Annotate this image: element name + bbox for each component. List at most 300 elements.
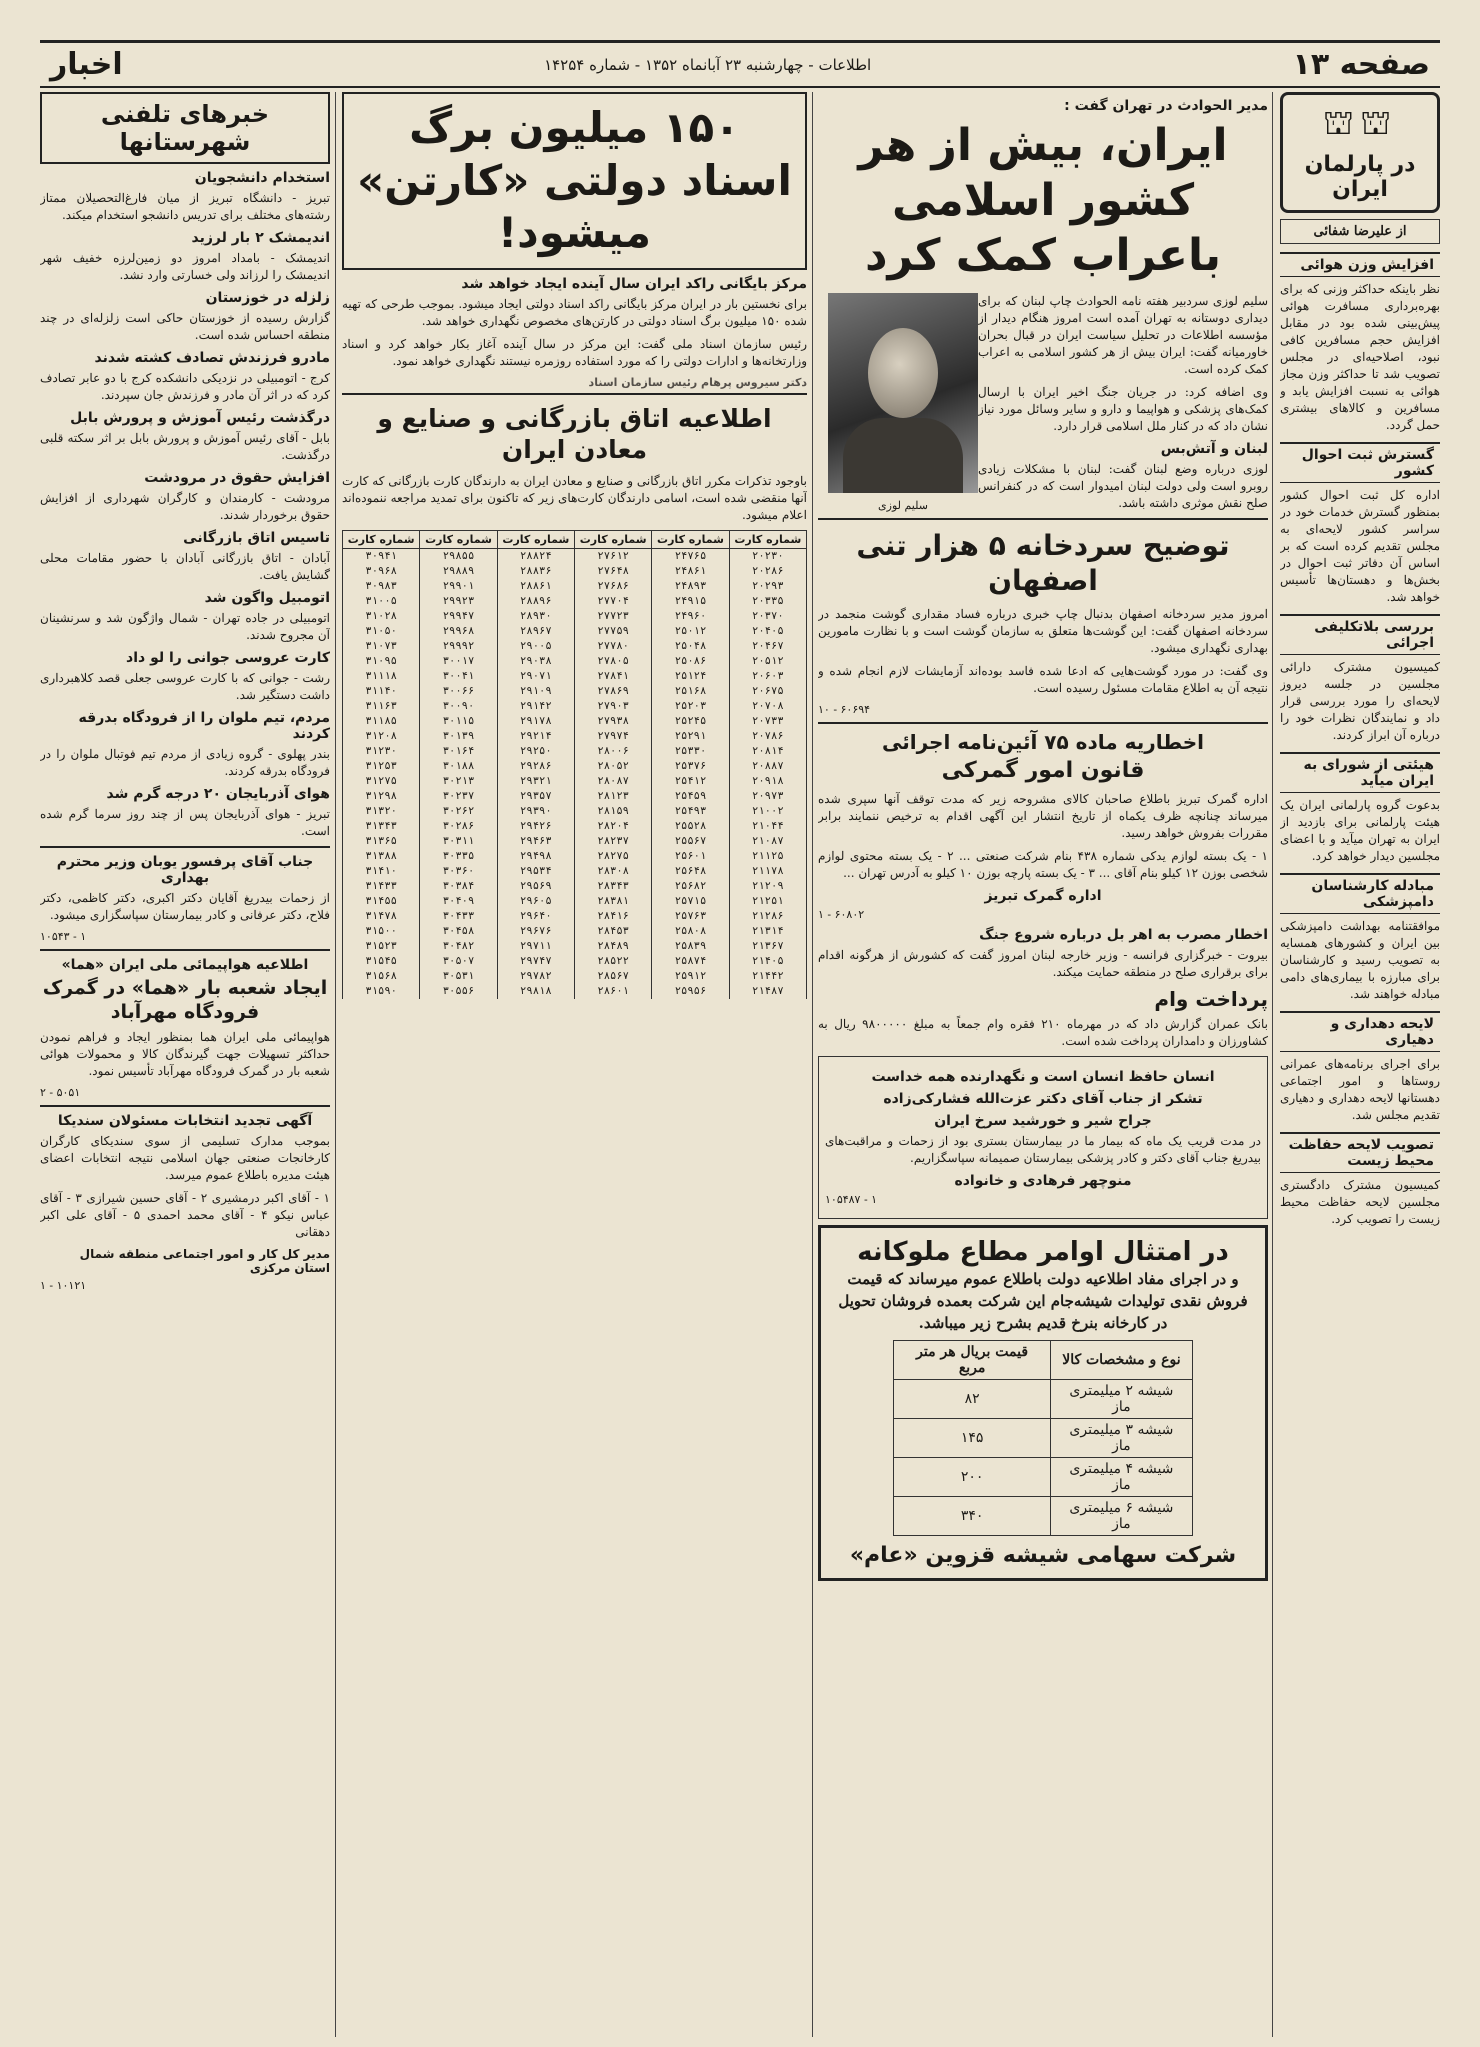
card-number-cell: ۲۵۳۷۶ bbox=[652, 759, 729, 774]
card-number-cell: ۲۵۵۶۷ bbox=[652, 834, 729, 849]
notice-body: از زحمات بیدریغ آقایان دکتر اکبری، دکتر کاظمی، دکتر فلاح، دکتر عرفانی و کادر بیمارستان سپاسگزاری میشود. bbox=[40, 891, 330, 922]
table-row bbox=[343, 894, 807, 909]
article-headline: تصویب لایحه حفاظت محیط زیست bbox=[1280, 1132, 1440, 1173]
card-number-cell: ۲۷۷۸۰ bbox=[575, 639, 652, 654]
card-number-cell: ۳۰۵۰۷ bbox=[420, 954, 497, 969]
ad-code: ۱ - ۱۰۱۲۱ bbox=[40, 1278, 87, 1292]
article-headline: اتومبیل واگون شد bbox=[204, 590, 330, 606]
notice-subtitle: جراح شیر و خورشید سرخ ایران bbox=[934, 1112, 1152, 1129]
card-number-cell: ۲۵۰۴۸ bbox=[652, 639, 729, 654]
signature: اداره گمرک تبریز bbox=[984, 887, 1102, 904]
article-headline: هیئتی از شورای به ایران میآید bbox=[1280, 752, 1440, 793]
table-row bbox=[343, 984, 807, 999]
notice-title: اطلاعیه هواپیمائی ملی ایران «هما» bbox=[61, 957, 309, 973]
card-number-cell: ۳۱۴۳۳ bbox=[343, 879, 420, 894]
card-number-cell: ۲۷۷۲۳ bbox=[575, 609, 652, 624]
card-number-cell: ۲۱۲۵۱ bbox=[729, 894, 806, 909]
table-row bbox=[343, 624, 807, 639]
article-body: اداره کل ثبت احوال کشور بمنظور گسترش خدمات خود در سراسر کشور لایحه‌ای به مجلس تقدیم کرده است که بر اساس آن دفاتر ثبت احوال در بخش‌ها و دهستان‌ها تأسیس خواهد شد. bbox=[1280, 488, 1440, 604]
card-number-cell: ۲۹۵۳۴ bbox=[497, 864, 574, 879]
lead-headline: ایران، بیش از هر کشور اسلامی باعراب کمک کرد bbox=[858, 120, 1228, 281]
card-column-header: شماره کارت bbox=[343, 531, 420, 549]
table-row bbox=[343, 744, 807, 759]
company-name: شرکت سهامی شیشه قزوین «عام» bbox=[849, 1543, 1237, 1568]
notice-body: باوجود تذکرات مکرر اتاق بازرگانی و صنایع و معادن ایران به دارندگان کارت بازرگانی که کارت آنها منقضی شده است، اسامی دارندگان کارت‌های زیر که تاکنون برای تمدید مراجعه ننموده‌اند اعلام میشود. bbox=[342, 474, 807, 522]
card-number-cell: ۳۰۰۹۰ bbox=[420, 699, 497, 714]
article-headline: افزایش حقوق در مرودشت bbox=[144, 470, 330, 486]
table-row bbox=[343, 549, 807, 565]
table-row bbox=[343, 729, 807, 744]
card-number-cell: ۲۵۶۸۲ bbox=[652, 879, 729, 894]
card-number-cell: ۲۱۳۱۴ bbox=[729, 924, 806, 939]
portrait-photo bbox=[828, 293, 978, 493]
card-column-header: شماره کارت bbox=[420, 531, 497, 549]
card-number-cell: ۲۵۵۲۸ bbox=[652, 819, 729, 834]
card-number-cell: ۲۰۶۰۳ bbox=[729, 669, 806, 684]
table-row bbox=[343, 849, 807, 864]
headline: توضیح سردخانه ۵ هزار تنی اصفهان bbox=[856, 529, 1230, 597]
card-number-cell: ۲۵۹۱۲ bbox=[652, 969, 729, 984]
card-number-cell: ۲۹۷۱۱ bbox=[497, 939, 574, 954]
card-number-cell: ۲۵۴۹۳ bbox=[652, 804, 729, 819]
card-number-cell: ۲۹۹۲۳ bbox=[420, 594, 497, 609]
product-name: شیشه ۴ میلیمتری ماز bbox=[1051, 1458, 1193, 1497]
card-number-cell: ۳۰۳۱۱ bbox=[420, 834, 497, 849]
card-number-cell: ۳۱۳۲۰ bbox=[343, 804, 420, 819]
article-headline: اندیمشک ۲ بار لرزید bbox=[191, 230, 330, 246]
card-number-cell: ۳۰۳۶۰ bbox=[420, 864, 497, 879]
card-number-cell: ۲۱۰۸۷ bbox=[729, 834, 806, 849]
card-number-cell: ۲۰۸۸۷ bbox=[729, 759, 806, 774]
card-number-cell: ۳۰۹۸۳ bbox=[343, 579, 420, 594]
card-number-cell: ۳۰۹۴۱ bbox=[343, 549, 420, 565]
card-number-cell: ۲۹۳۲۱ bbox=[497, 774, 574, 789]
subheading: اخطار مصرب به اهر بل درباره شروع جنگ bbox=[979, 926, 1268, 943]
table-row bbox=[343, 939, 807, 954]
card-number-cell: ۲۷۶۴۸ bbox=[575, 564, 652, 579]
card-number-cell: ۲۹۲۱۴ bbox=[497, 729, 574, 744]
card-number-cell: ۳۰۴۸۲ bbox=[420, 939, 497, 954]
card-number-cell: ۳۱۱۴۰ bbox=[343, 684, 420, 699]
card-number-cell: ۲۱۴۴۲ bbox=[729, 969, 806, 984]
notice-title: آگهی تجدید انتخابات مسئولان سندیکا bbox=[57, 1112, 313, 1129]
card-number-cell: ۳۱۲۰۸ bbox=[343, 729, 420, 744]
headline: اخطاریه ماده ۷۵ آئین‌نامه اجرائی bbox=[881, 730, 1205, 754]
notice-body: هواپیمائی ملی ایران هما بمنظور ایجاد و فراهم نمودن حداکثر تسهیلات جهت گیرندگان کالا و محمولات هوائی شعبه بار در گمرک فرودگاه مهرآباد تأسیس نمود. bbox=[40, 1029, 330, 1078]
card-number-cell: ۲۰۵۱۲ bbox=[729, 654, 806, 669]
article-body: نظر باینکه حداکثر وزنی که برای بهره‌برداری مسافرت هوائی پیش‌بینی شده بود در مقابل افزایش حجم مسافرین کافی نبود، اصلاحیه‌ای در مجلس تصویب شد تا حداکثر وزن مجاز هوائی به نسبت افزایش یابد و مسافرین و کالاهای بیشتری حمل گردد. bbox=[1280, 282, 1440, 432]
card-number-cell: ۳۰۰۶۶ bbox=[420, 684, 497, 699]
article-headline: درگذشت رئیس آموزش و پرورش بابل bbox=[70, 410, 330, 426]
article-body: بیروت - خبرگزاری فرانسه - وزیر خارجه لبنان امروز گفت که کشورش از هرگونه اقدام برای برقراری صلح در منطقه حمایت میکند. bbox=[818, 947, 1268, 979]
table-row bbox=[343, 954, 807, 969]
card-number-cell: ۲۵۳۳۰ bbox=[652, 744, 729, 759]
card-number-cell: ۲۹۵۶۹ bbox=[497, 879, 574, 894]
card-number-cell: ۲۰۷۸۶ bbox=[729, 729, 806, 744]
article-body: اداره گمرک تبریز باطلاع صاحبان کالای مشروحه زیر که مدت توقف آنها سپری شده میرساند چنانچه ظرف یکماه از تاریخ انتشار این آگهی اقدام به ترخیص ننمایند برابر مقررات بفروش خواهد رسید. bbox=[818, 791, 1268, 840]
provinces-column bbox=[40, 92, 330, 2037]
card-number-cell: ۲۵۲۰۳ bbox=[652, 699, 729, 714]
main-news-column bbox=[818, 92, 1268, 2037]
article-body: کمیسیون مشترک دارائی مجلسین در جلسه دیروز لایحه‌ای را مورد بررسی قرار داد و نمایندگان نظرات خود را درباره آن ابراز کردند. bbox=[1280, 660, 1440, 742]
card-number-cell: ۲۸۹۶۷ bbox=[497, 624, 574, 639]
table-row bbox=[343, 609, 807, 624]
article-body: ۱ - یک بسته لوازم یدکی شماره ۴۳۸ بنام شرکت صنعتی ... ۲ - یک بسته محتوی لوازم شخصی بوزن ۱۲ کیلو بنام آقای ... ۳ - یک بسته پارچه بوزن ۱۰ کیلو به آدرس تهران ... bbox=[818, 848, 1268, 880]
price-row bbox=[894, 1380, 1193, 1419]
card-number-cell: ۳۰۲۸۶ bbox=[420, 819, 497, 834]
card-number-cell: ۲۹۱۷۸ bbox=[497, 714, 574, 729]
card-number-cell: ۲۸۸۲۴ bbox=[497, 549, 574, 565]
article-headline: استخدام دانشجویان bbox=[194, 170, 330, 186]
article-body: بابل - آقای رئیس آموزش و پرورش بابل بر اثر سکته قلبی درگذشت. bbox=[40, 431, 330, 462]
article-headline: مادرو فرزندش تصادف کشته شدند bbox=[94, 350, 330, 366]
card-number-cell: ۳۱۱۱۸ bbox=[343, 669, 420, 684]
card-number-cell: ۲۱۰۴۴ bbox=[729, 819, 806, 834]
product-price: ۲۰۰ bbox=[894, 1458, 1051, 1497]
card-number-cell: ۳۱۳۶۵ bbox=[343, 834, 420, 849]
card-number-cell: ۲۹۰۰۵ bbox=[497, 639, 574, 654]
card-number-cell: ۲۹۶۴۰ bbox=[497, 909, 574, 924]
headline: پرداخت وام bbox=[1154, 986, 1268, 1011]
headline: اطلاعیه اتاق بازرگانی و صنایع و معادن ایران bbox=[377, 403, 772, 464]
parliament-building-icon: ⛫⛫ bbox=[1322, 103, 1398, 143]
card-number-cell: ۳۰۲۶۲ bbox=[420, 804, 497, 819]
table-row bbox=[343, 909, 807, 924]
card-number-cell: ۲۰۹۷۳ bbox=[729, 789, 806, 804]
card-number-cell: ۳۱۰۷۳ bbox=[343, 639, 420, 654]
card-number-cell: ۲۰۳۳۵ bbox=[729, 594, 806, 609]
card-number-cell: ۲۸۳۰۸ bbox=[575, 864, 652, 879]
card-number-cell: ۳۰۲۱۳ bbox=[420, 774, 497, 789]
column-rule bbox=[335, 92, 336, 2037]
card-number-cell: ۲۰۲۹۳ bbox=[729, 579, 806, 594]
card-number-cell: ۲۹۹۶۸ bbox=[420, 624, 497, 639]
card-number-cell: ۲۰۶۷۵ bbox=[729, 684, 806, 699]
table-row bbox=[343, 789, 807, 804]
table-row bbox=[343, 759, 807, 774]
card-number-cell: ۲۷۷۰۴ bbox=[575, 594, 652, 609]
card-numbers-table bbox=[342, 530, 807, 999]
card-number-cell: ۲۸۰۰۶ bbox=[575, 744, 652, 759]
card-number-cell: ۲۹۳۹۰ bbox=[497, 804, 574, 819]
card-number-cell: ۲۹۶۷۶ bbox=[497, 924, 574, 939]
card-number-cell: ۲۰۴۰۵ bbox=[729, 624, 806, 639]
table-row bbox=[343, 699, 807, 714]
article-headline: لایحه دهداری و دهیاری bbox=[1280, 1011, 1440, 1052]
card-number-cell: ۲۹۲۸۶ bbox=[497, 759, 574, 774]
article-body: تبریز - دانشگاه تبریز از میان فارغ‌التحصیلان ممتاز رشته‌های مختلف برای تدریس دانشجو استخدام میکند. bbox=[40, 191, 330, 222]
thanks-notice bbox=[818, 1056, 1268, 1219]
article-body: بدعوت گروه پارلمانی ایران یک هیئت پارلمانی برای بازدید از ایران به تهران میآید و با اعضای مجلسین دیدار خواهد کرد. bbox=[1280, 798, 1440, 863]
card-number-cell: ۲۸۴۱۶ bbox=[575, 909, 652, 924]
card-number-cell: ۲۱۲۸۶ bbox=[729, 909, 806, 924]
card-number-cell: ۳۱۰۲۸ bbox=[343, 609, 420, 624]
product-name: شیشه ۶ میلیمتری ماز bbox=[1051, 1497, 1193, 1536]
card-number-cell: ۲۸۱۲۳ bbox=[575, 789, 652, 804]
card-number-cell: ۳۰۹۶۸ bbox=[343, 564, 420, 579]
card-number-cell: ۳۱۴۷۸ bbox=[343, 909, 420, 924]
notice-title: جناب آقای پرفسور یوبان وزیر محترم بهداری bbox=[56, 854, 314, 886]
card-number-cell: ۲۱۲۰۹ bbox=[729, 879, 806, 894]
card-number-cell: ۲۹۳۵۷ bbox=[497, 789, 574, 804]
table-row bbox=[343, 669, 807, 684]
price-table bbox=[893, 1340, 1193, 1536]
card-number-cell: ۲۰۸۱۴ bbox=[729, 744, 806, 759]
card-number-cell: ۳۱۵۴۵ bbox=[343, 954, 420, 969]
ad-title: در امتثال اوامر مطاع ملوکانه bbox=[857, 1236, 1229, 1267]
card-number-cell: ۲۸۴۵۳ bbox=[575, 924, 652, 939]
article-headline: گسترش ثبت احوال کشور bbox=[1280, 442, 1440, 483]
price-table-header: نوع و مشخصات کالا bbox=[1051, 1341, 1193, 1380]
card-number-cell: ۲۰۲۸۶ bbox=[729, 564, 806, 579]
table-row bbox=[343, 864, 807, 879]
article-body: بندر پهلوی - گروه زیادی از مردم تیم فوتبال ملوان را در فرودگاه بدرقه کردند. bbox=[40, 747, 330, 778]
price-row bbox=[894, 1419, 1193, 1458]
article-body: بانک عمران گزارش داد که در مهرماه ۲۱۰ فقره وام جمعاً به مبلغ ۹۸۰۰۰۰۰ ریال به کشاورزان و دامداران پرداخت شده است. bbox=[818, 1016, 1268, 1048]
price-row bbox=[894, 1497, 1193, 1536]
card-number-cell: ۳۱۲۷۵ bbox=[343, 774, 420, 789]
card-number-cell: ۳۰۴۵۸ bbox=[420, 924, 497, 939]
article-headline: مردم، تیم ملوان را از فرودگاه بدرقه کردند bbox=[78, 710, 330, 742]
card-number-cell: ۳۰۲۳۷ bbox=[420, 789, 497, 804]
card-number-cell: ۲۹۹۴۷ bbox=[420, 609, 497, 624]
card-number-cell: ۳۰۰۱۷ bbox=[420, 654, 497, 669]
card-number-cell: ۳۰۳۳۵ bbox=[420, 849, 497, 864]
table-row bbox=[343, 834, 807, 849]
card-number-cell: ۲۵۶۴۸ bbox=[652, 864, 729, 879]
card-number-cell: ۲۵۱۲۴ bbox=[652, 669, 729, 684]
card-number-cell: ۲۸۳۴۳ bbox=[575, 879, 652, 894]
card-number-cell: ۲۸۲۳۷ bbox=[575, 834, 652, 849]
article-body: گزارش رسیده از خوزستان حاکی است زلزله‌ای در چند منطقه احساس شده است. bbox=[40, 311, 330, 342]
headline: قانون امور گمرکی bbox=[941, 758, 1145, 783]
card-number-cell: ۲۰۴۶۷ bbox=[729, 639, 806, 654]
card-number-cell: ۲۵۲۴۵ bbox=[652, 714, 729, 729]
card-number-cell: ۳۱۲۵۳ bbox=[343, 759, 420, 774]
card-number-cell: ۲۵۰۱۲ bbox=[652, 624, 729, 639]
article-headline: مبادله کارشناسان دامپزشکی bbox=[1280, 873, 1440, 914]
card-column-header: شماره کارت bbox=[575, 531, 652, 549]
table-row bbox=[343, 924, 807, 939]
table-row bbox=[343, 774, 807, 789]
card-number-cell: ۲۹۹۹۲ bbox=[420, 639, 497, 654]
card-number-cell: ۳۱۴۱۰ bbox=[343, 864, 420, 879]
article-headline: هوای آذربایجان ۲۰ درجه گرم شد bbox=[106, 786, 330, 802]
card-number-cell: ۲۷۹۰۳ bbox=[575, 699, 652, 714]
card-number-cell: ۲۴۹۱۵ bbox=[652, 594, 729, 609]
card-number-cell: ۲۵۲۹۱ bbox=[652, 729, 729, 744]
signature: دکتر سیروس پرهام رئیس سازمان اسناد bbox=[588, 375, 807, 389]
ad-body: و در اجرای مفاد اطلاعیه دولت باطلاع عموم میرساند که قیمت فروش نقدی تولیدات شیشه‌جام این شرکت بعمده فروشان تحویل در کارخانه بنرخ قدیم بشرح زیر میباشد. bbox=[838, 1270, 1248, 1332]
card-number-cell: ۳۱۲۳۰ bbox=[343, 744, 420, 759]
notice-body: بموجب مدارک تسلیمی از سوی سندیکای کارگران کارخانجات صنعتی جهان اسلامی نتیجه انتخابات اعضای هیئت مدیره باطلاع عموم میرسد. bbox=[40, 1133, 330, 1182]
card-number-cell: ۲۹۱۰۹ bbox=[497, 684, 574, 699]
notice-subtitle: تشکر از جناب آقای دکتر عزت‌الله فشارکی‌زاده bbox=[883, 1090, 1203, 1107]
card-number-cell: ۳۱۰۰۵ bbox=[343, 594, 420, 609]
card-number-cell: ۲۴۸۶۱ bbox=[652, 564, 729, 579]
card-number-cell: ۲۷۹۳۸ bbox=[575, 714, 652, 729]
card-number-cell: ۳۱۱۸۵ bbox=[343, 714, 420, 729]
page-number: صفحه ۱۳ bbox=[1292, 47, 1430, 82]
card-number-cell: ۲۸۲۷۵ bbox=[575, 849, 652, 864]
card-number-cell: ۳۰۴۰۹ bbox=[420, 894, 497, 909]
card-number-cell: ۲۸۵۶۷ bbox=[575, 969, 652, 984]
card-number-cell: ۲۹۸۵۵ bbox=[420, 549, 497, 565]
article-headline: زلزله در خوزستان bbox=[205, 290, 330, 306]
article-body: برای اجرای برنامه‌های عمرانی روستاها و امور اجتماعی دهستانها لایحه دهداری و دهیاری تقدیم مجلس شد. bbox=[1280, 1057, 1440, 1122]
card-number-cell: ۲۱۱۲۵ bbox=[729, 849, 806, 864]
card-number-cell: ۲۹۹۰۱ bbox=[420, 579, 497, 594]
card-number-cell: ۳۰۵۳۱ bbox=[420, 969, 497, 984]
column-rule bbox=[812, 92, 813, 2037]
card-number-cell: ۲۵۷۶۳ bbox=[652, 909, 729, 924]
card-number-cell: ۲۰۹۱۸ bbox=[729, 774, 806, 789]
subheading: مرکز بایگانی راکد ایران سال آینده ایجاد خواهد شد bbox=[461, 275, 807, 292]
article-body: سلیم لوزی سردبیر هفته نامه الحوادث چاپ لبنان که برای دیداری دوستانه به تهران آمده است امروز هنگام دیدار از مؤسسه اطلاعات در تحلیل سیاست ایران در قبال بحران خاورمیانه گفت: ایران بیش از هر کشور اسلامی به اعراب کمک کرده است. bbox=[978, 294, 1268, 376]
card-number-cell: ۲۰۷۰۸ bbox=[729, 699, 806, 714]
price-row bbox=[894, 1458, 1193, 1497]
table-row bbox=[343, 639, 807, 654]
table-row bbox=[343, 714, 807, 729]
parliament-logo bbox=[1280, 92, 1440, 213]
card-number-cell: ۲۸۰۸۷ bbox=[575, 774, 652, 789]
card-number-cell: ۳۱۰۹۵ bbox=[343, 654, 420, 669]
article-headline: افزایش وزن هوائی bbox=[1280, 252, 1440, 277]
card-number-cell: ۲۸۵۲۲ bbox=[575, 954, 652, 969]
card-column-header: شماره کارت bbox=[497, 531, 574, 549]
table-row bbox=[343, 579, 807, 594]
card-number-cell: ۲۹۱۴۲ bbox=[497, 699, 574, 714]
section-box-title: خبرهای تلفنی شهرستانها bbox=[40, 92, 330, 164]
card-number-cell: ۲۹۰۳۸ bbox=[497, 654, 574, 669]
card-number-cell: ۲۵۰۸۶ bbox=[652, 654, 729, 669]
table-row bbox=[343, 804, 807, 819]
article-body: مرودشت - کارمندان و کارگران شهرداری از افزایش حقوق برخوردار شدند. bbox=[40, 491, 330, 522]
article-body: وی گفت: در مورد گوشت‌هایی که ادعا شده فاسد بوده‌اند آزمایشات لازم انجام شده و نتیجه آن به اطلاع مقامات مسئول رسیده است. bbox=[818, 664, 1268, 695]
card-number-cell: ۲۸۹۳۰ bbox=[497, 609, 574, 624]
headline: ایجاد شعبه بار «هما» در گمرک فرودگاه مهرآباد bbox=[42, 977, 328, 1023]
ad-code: ۱۰ - ۶۰۶۹۴ bbox=[818, 703, 871, 716]
table-row bbox=[343, 684, 807, 699]
card-column-header: شماره کارت bbox=[729, 531, 806, 549]
table-row bbox=[343, 819, 807, 834]
byline: از علیرضا شفائی bbox=[1280, 219, 1440, 244]
ad-code: ۱۰۵۴۳ - ۱ bbox=[40, 930, 87, 943]
price-table-header: قیمت بریال هر متر مربع bbox=[894, 1341, 1051, 1380]
card-number-cell: ۲۷۹۷۴ bbox=[575, 729, 652, 744]
card-number-cell: ۲۵۴۱۲ bbox=[652, 774, 729, 789]
glass-company-ad bbox=[818, 1225, 1268, 1581]
card-number-cell: ۳۰۰۴۱ bbox=[420, 669, 497, 684]
card-number-cell: ۲۰۲۳۰ bbox=[729, 549, 806, 565]
card-number-cell: ۲۹۴۲۶ bbox=[497, 819, 574, 834]
table-row bbox=[343, 594, 807, 609]
article-body: وی اضافه کرد: در جریان جنگ اخیر ایران با ارسال کمک‌های پزشکی و هواپیما و دارو و سایر وسائل مورد نیاز نشان داد که در کنار ملل اسلامی قرار دارد. bbox=[978, 385, 1268, 433]
card-number-cell: ۲۱۴۰۵ bbox=[729, 954, 806, 969]
article-body: لوزی درباره وضع لبنان گفت: لبنان با مشکلات زیادی روبرو است ولی دولت لبنان امیدوار است که در کنفرانس صلح نقش موثری داشته باشد. bbox=[978, 462, 1268, 510]
card-number-cell: ۳۰۱۸۸ bbox=[420, 759, 497, 774]
ad-code: ۱ - ۶۰۸۰۲ bbox=[818, 907, 865, 921]
card-number-cell: ۲۷۶۸۶ bbox=[575, 579, 652, 594]
article-body: آبادان - اتاق بازرگانی آبادان با حضور مقامات محلی گشایش یافت. bbox=[40, 551, 330, 582]
card-number-cell: ۲۴۷۶۵ bbox=[652, 549, 729, 565]
lead-headline: ۱۵۰ میلیون برگ اسناد دولتی «کارتن» میشود! bbox=[357, 103, 792, 257]
card-number-cell: ۲۵۸۰۸ bbox=[652, 924, 729, 939]
documents-column bbox=[342, 92, 807, 2037]
card-number-cell: ۳۱۱۶۳ bbox=[343, 699, 420, 714]
card-number-cell: ۲۰۳۷۰ bbox=[729, 609, 806, 624]
article-headline: تاسیس اتاق بازرگانی bbox=[183, 530, 330, 546]
ad-code: ۲ - ۵۰۵۱ bbox=[40, 1085, 81, 1099]
card-number-cell: ۲۷۸۴۱ bbox=[575, 669, 652, 684]
card-number-cell: ۲۷۶۱۲ bbox=[575, 549, 652, 565]
product-name: شیشه ۲ میلیمتری ماز bbox=[1051, 1380, 1193, 1419]
card-number-cell: ۳۰۵۵۶ bbox=[420, 984, 497, 999]
card-number-cell: ۳۱۲۹۸ bbox=[343, 789, 420, 804]
table-row bbox=[343, 969, 807, 984]
article-headline: بررسی بلاتکلیفی اجرائی bbox=[1280, 614, 1440, 655]
card-column-header: شماره کارت bbox=[652, 531, 729, 549]
card-number-cell: ۲۰۷۳۳ bbox=[729, 714, 806, 729]
article-body: کرج - اتومبیلی در نزدیکی دانشکده کرج با دو عابر تصادف کرد که در اثر آن مادر و فرزندش جان سپردند. bbox=[40, 371, 330, 402]
ad-code: ۱۰۵۴۸۷ - ۱ bbox=[825, 1192, 878, 1206]
card-number-cell: ۳۱۴۵۵ bbox=[343, 894, 420, 909]
parliament-column bbox=[1280, 92, 1440, 2037]
card-number-cell: ۲۵۴۵۹ bbox=[652, 789, 729, 804]
card-number-cell: ۲۷۸۰۵ bbox=[575, 654, 652, 669]
card-number-cell: ۳۱۵۰۰ bbox=[343, 924, 420, 939]
card-number-cell: ۳۰۱۶۴ bbox=[420, 744, 497, 759]
card-number-cell: ۲۸۲۰۴ bbox=[575, 819, 652, 834]
card-number-cell: ۲۴۹۶۰ bbox=[652, 609, 729, 624]
card-number-cell: ۳۱۳۸۸ bbox=[343, 849, 420, 864]
card-number-cell: ۳۰۴۳۳ bbox=[420, 909, 497, 924]
table-row bbox=[343, 654, 807, 669]
card-number-cell: ۲۷۸۶۹ bbox=[575, 684, 652, 699]
article-body: امروز مدیر سردخانه اصفهان بدنبال چاپ خبری درباره فساد مقداری گوشت منجمد در سردخانه اصفهان گفت: این گوشت‌ها متعلق به سازمان گوشت است و با نظارت مامورین بهداری نگهداری میشود. bbox=[818, 607, 1268, 655]
card-number-cell: ۲۸۸۹۶ bbox=[497, 594, 574, 609]
card-number-cell: ۳۱۵۶۸ bbox=[343, 969, 420, 984]
article-body: تبریز - هوای آذربایجان پس از چند روز سرما گرم شده است. bbox=[40, 807, 330, 838]
card-number-cell: ۲۸۸۳۶ bbox=[497, 564, 574, 579]
card-number-cell: ۲۹۴۶۳ bbox=[497, 834, 574, 849]
photo-caption: سلیم لوزی bbox=[878, 499, 928, 512]
card-number-cell: ۲۹۸۸۹ bbox=[420, 564, 497, 579]
logo-text: در پارلمان ایران bbox=[1304, 152, 1416, 202]
card-number-cell: ۳۰۱۱۵ bbox=[420, 714, 497, 729]
card-number-cell: ۲۵۸۷۴ bbox=[652, 954, 729, 969]
section-title: اخبار bbox=[50, 47, 123, 82]
card-number-cell: ۲۹۲۵۰ bbox=[497, 744, 574, 759]
card-number-cell: ۳۱۵۲۳ bbox=[343, 939, 420, 954]
card-number-cell: ۲۹۷۴۷ bbox=[497, 954, 574, 969]
card-number-cell: ۲۸۴۸۹ bbox=[575, 939, 652, 954]
signature: مدیر کل کار و امور اجتماعی منطقه شمال استان مرکزی bbox=[79, 1246, 330, 1275]
column-rule bbox=[1272, 92, 1273, 2037]
card-number-cell: ۲۸۳۸۱ bbox=[575, 894, 652, 909]
card-number-cell: ۲۴۸۹۳ bbox=[652, 579, 729, 594]
notice-title: انسان حافظ انسان است و نگهدارنده همه خداست bbox=[871, 1068, 1215, 1085]
table-row bbox=[343, 564, 807, 579]
card-number-cell: ۲۱۳۶۷ bbox=[729, 939, 806, 954]
card-number-cell: ۳۰۳۸۴ bbox=[420, 879, 497, 894]
headline-box bbox=[342, 92, 807, 270]
table-row bbox=[343, 879, 807, 894]
article-body: برای نخستین بار در ایران مرکز بایگانی راکد اسناد دولتی ایجاد میشود. بموجب طرحی که تهیه شده ۱۵۰ میلیون برگ اسناد دولتی در کارتن‌های مخصوص نگهداری خواهد شد. bbox=[342, 296, 807, 328]
card-number-cell: ۲۷۷۵۹ bbox=[575, 624, 652, 639]
product-price: ۳۴۰ bbox=[894, 1497, 1051, 1536]
card-number-cell: ۲۸۰۵۲ bbox=[575, 759, 652, 774]
